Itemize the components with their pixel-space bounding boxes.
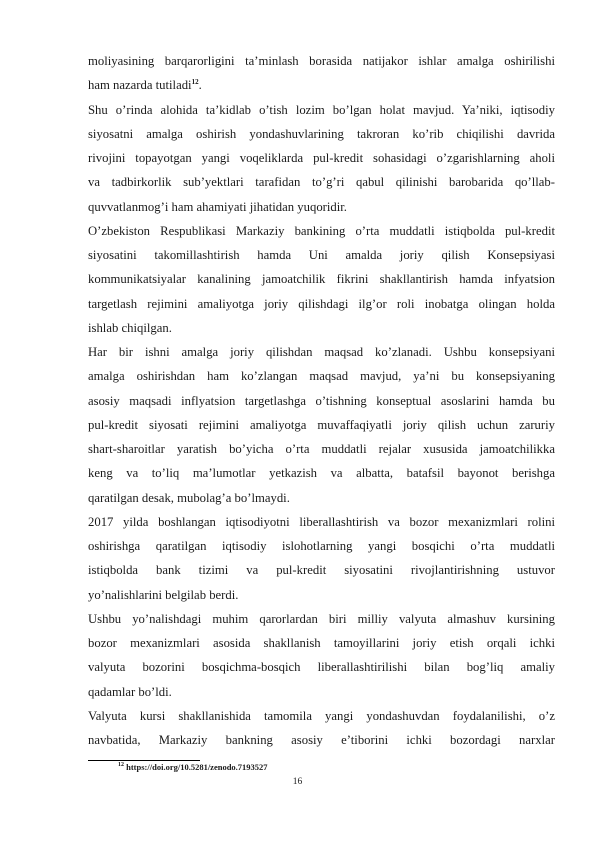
text-line: va tadbirkorlik sub’yektlari tarafidan to’g’ri qabul qilinishi barobarida qo’llab- <box>88 175 555 190</box>
text-line: moliyasining barqarorligini ta’minlash borasida natijakor ishlar amalga oshirilishi <box>88 54 555 68</box>
text-line: Valyuta kursi shakllanishida tamomila yangi yondashuvdan foydalanilishi, o’z <box>88 708 555 723</box>
paragraph-6 <box>88 607 555 704</box>
text-line: O’zbekiston Respublikasi Markaziy bankining o’rta muddatli istiqbolda pul-kredit <box>88 223 555 238</box>
page-number: 16 <box>292 777 303 787</box>
text-line: kommunikatsiyalar kanalining jamoatchilik fikrini shakllantirish hamda infyatsion <box>88 272 555 287</box>
text-line: 2017 yilda boshlangan iqtisodiyotni liberallashtirish va bozor mexanizmlari rolini <box>88 514 555 529</box>
text-line: siyosatni amalga oshirish yondashuvlarining takroran ko’rib chiqilishi davrida <box>88 126 555 141</box>
text-line: ham nazarda tutiladi$^{12}$. <box>88 78 202 93</box>
text-line: keng va to’liq ma’lumotlar yetkazish va albatta, batafsil bayonot berishga <box>88 466 555 481</box>
text-line: Shu o’rinda alohida ta’kidlab o’tish lozim bo’lgan holat mavjud. Ya’niki, iqtisodiy <box>88 102 555 117</box>
footnote-number: 12 <box>118 762 124 769</box>
paragraph-5 <box>88 510 555 607</box>
text-line: qadamlar bo’ldi. <box>88 684 172 699</box>
text-line: shart-sharoitlar yaratish bo’yicha o’rta muddatli rejalar xususida jamoatchilikka <box>88 442 555 456</box>
paragraph-7 <box>88 704 555 753</box>
paragraph-2 <box>88 98 555 219</box>
paragraph-4 <box>88 340 555 510</box>
document-body <box>88 49 555 752</box>
text-line: bozor mexanizmlari asosida shakllanish tamoyillarini joriy etish orqali ichki <box>88 636 555 650</box>
text-line: amalga oshirishdan ham ko’zlangan maqsad mavjud, ya’ni bu konsepsiyaning <box>88 369 555 384</box>
text-line: Har bir ishni amalga joriy qilishdan maqsad ko’zlanadi. Ushbu konsepsiyani <box>88 345 555 359</box>
paragraph-1 <box>88 49 555 98</box>
text-line: oshirishga qaratilgan iqtisodiy islohotlarning yangi bosqichi o’rta muddatli <box>88 539 555 553</box>
paragraph-3 <box>88 219 555 340</box>
footnote-reference: 12 <box>191 78 199 87</box>
text-line: quvvatlanmog’i ham ahamiyati jihatidan yuqoridir. <box>88 199 347 214</box>
footnote-separator <box>88 760 200 761</box>
text-line: asosiy maqsadi inflyatsion targetlashga o’tishning konseptual asoslarini hamda bu <box>88 393 555 408</box>
text-line: yo’nalishlarini belgilab berdi. <box>88 587 239 602</box>
text-line: qaratilgan desak, mubolag’a bo’lmaydi. <box>88 490 290 505</box>
text-line: istiqbolda bank tizimi va pul-kredit siyosatini rivojlantirishning ustuvor <box>88 563 555 578</box>
text-line: navbatida, Markaziy bankning asosiy e’tiborini ichki bozordagi narxlar <box>88 733 555 747</box>
footnote-link[interactable]: https://doi.org/10.5281/zenodo.7193527 <box>126 762 268 772</box>
text-line: valyuta bozorini bosqichma-bosqich liberallashtirilishi bilan bog’liq amaliy <box>88 660 555 675</box>
text-line: siyosatini takomillashtirish hamda Uni amalda joriy qilish Konsepsiyasi <box>88 248 555 262</box>
text-line: pul-kredit siyosati rejimini amaliyotga muvaffaqiyatli joriy qilish uchun zaruriy <box>88 417 555 432</box>
text-line: rivojini topayotgan yangi voqeliklarda pul-kredit sohasidagi o’zgarishlarning aholi <box>88 151 555 165</box>
text-line: ishlab chiqilgan. <box>88 320 172 335</box>
footnote <box>118 762 268 772</box>
text-line: Ushbu yo’nalishdagi muhim qarorlardan biri milliy valyuta almashuv kursining <box>88 611 555 626</box>
text-line: targetlash rejimini amaliyotga joriy qilishdagi ilg’or roli inobatga olingan holda <box>88 296 555 311</box>
